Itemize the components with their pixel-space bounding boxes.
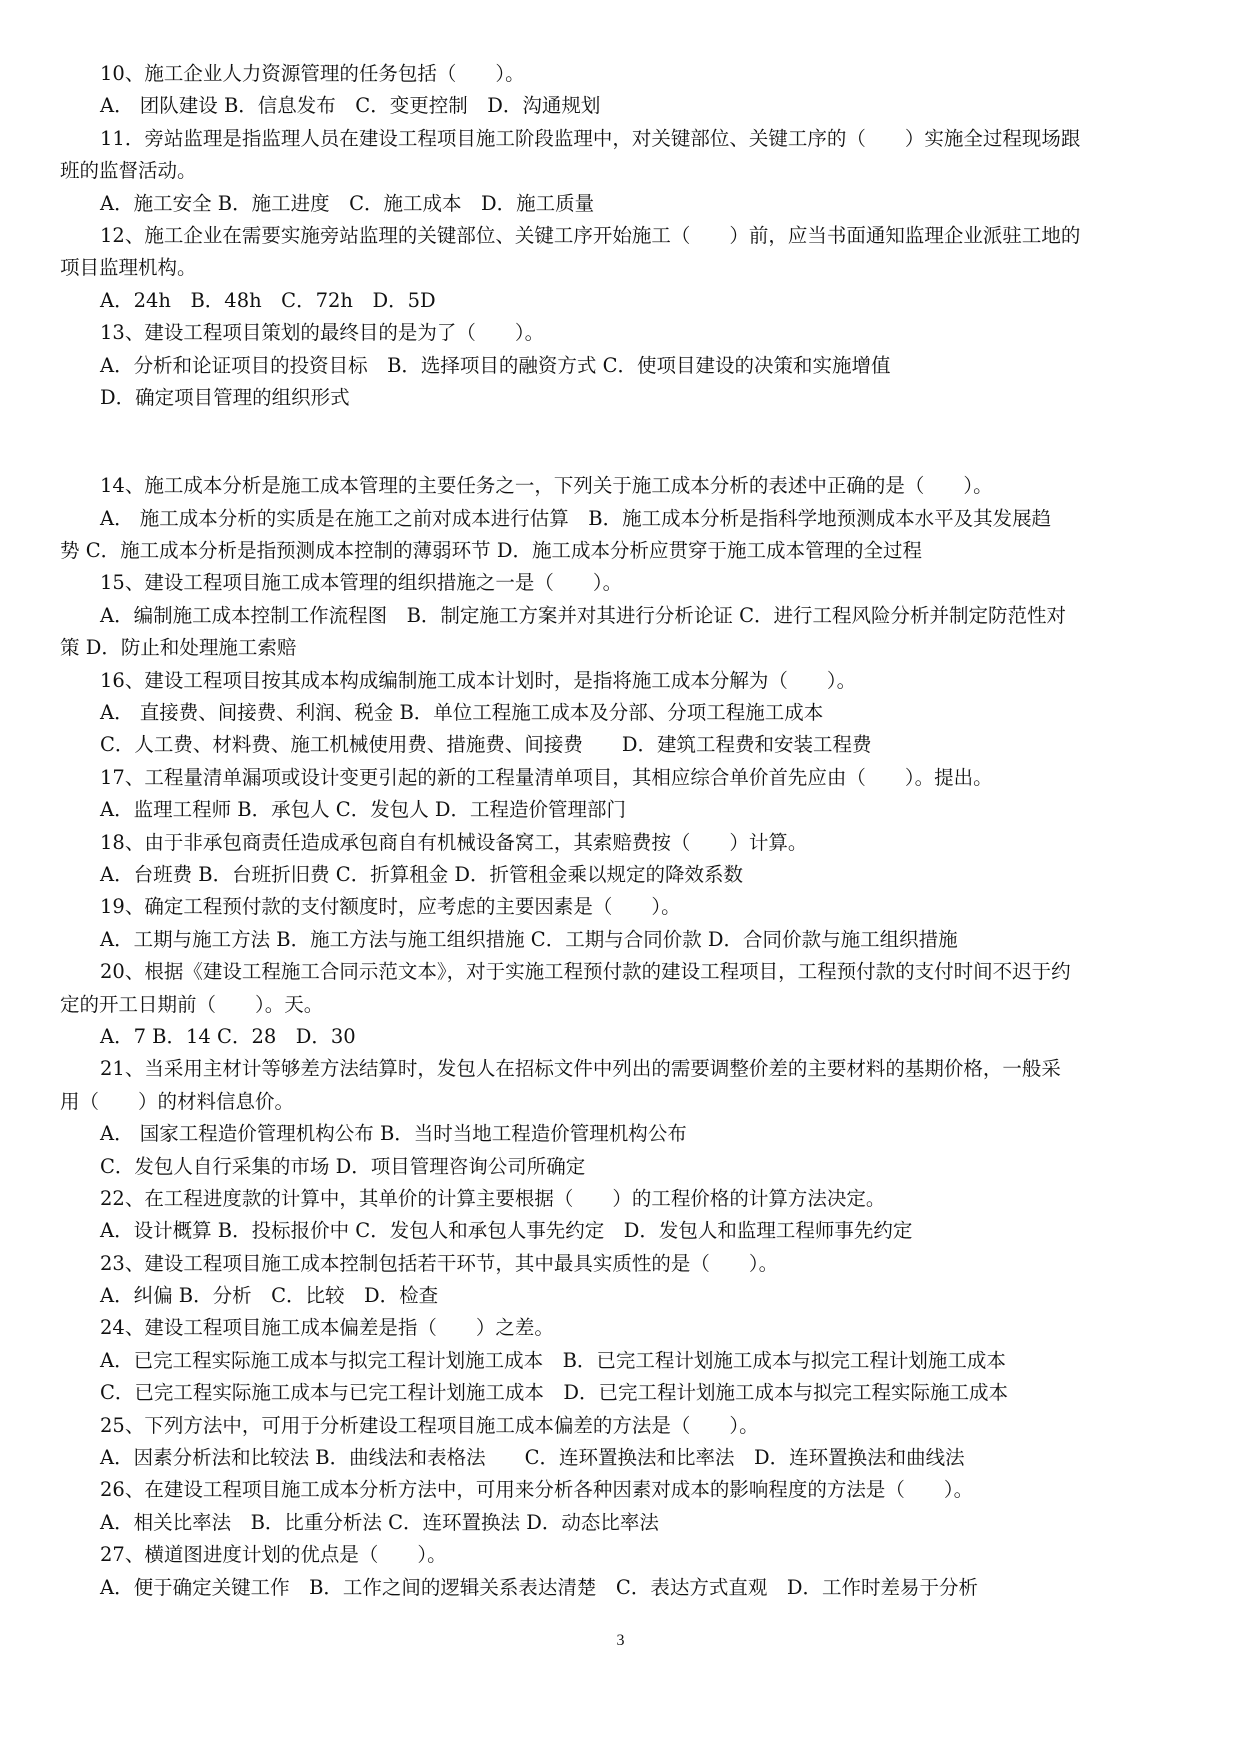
text-line: 17、工程量清单漏项或设计变更引起的新的工程量清单项目，其相应综合单价首先应由（ ）。提出。	[100, 765, 993, 789]
text-line: C．发包人自行采集的市场 D．项目管理咨询公司所确定	[100, 1154, 586, 1178]
text-line: D．确定项目管理的组织形式	[100, 385, 350, 409]
text-line: 15、建设工程项目施工成本管理的组织措施之一是（ ）。	[100, 571, 623, 595]
text-line: A．便于确定关键工作 B．工作之间的逻辑关系表达清楚 C．表达方式直观 D．工作时差易于分析	[100, 1575, 978, 1599]
text-line: 策 D．防止和处理施工索赔	[60, 636, 297, 660]
text-line: 班的监督活动。	[60, 159, 197, 183]
text-line: C．人工费、材料费、施工机械使用费、措施费、间接费 D．建筑工程费和安装工程费	[100, 733, 872, 757]
text-line: 用（ ）的材料信息价。	[60, 1089, 295, 1113]
text-line: A．监理工程师 B．承包人 C．发包人 D．工程造价管理部门	[100, 798, 627, 822]
text-line: 22、在工程进度款的计算中，其单价的计算主要根据（ ）的工程价格的计算方法决定。	[100, 1186, 886, 1210]
text-line: A．因素分析法和比较法 B．曲线法和表格法 C．连环置换法和比率法 D．连环置换法和曲线法	[100, 1446, 965, 1470]
document-body	[60, 58, 1183, 1604]
text-line: 13、建设工程项目策划的最终目的是为了（ ）。	[100, 321, 545, 345]
text-line: A．分析和论证项目的投资目标 B．选择项目的融资方式 C．使项目建设的决策和实施增值	[100, 353, 891, 377]
section-gap	[60, 414, 1183, 470]
page-number: 3	[616, 1632, 625, 1649]
text-line: 项目监理机构。	[60, 256, 197, 280]
text-line: A．台班费 B．台班折旧费 C．折算租金 D．折管租金乘以规定的降效系数	[100, 862, 744, 886]
text-line: 14、施工成本分析是施工成本管理的主要任务之一，下列关于施工成本分析的表述中正确的是（ ）。	[100, 474, 993, 498]
text-line: A．相关比率法 B．比重分析法 C．连环置换法 D．动态比率法	[100, 1510, 659, 1534]
text-line: 12、施工企业在需要实施旁站监理的关键部位、关键工序开始施工（ ）前，应当书面通知监理企业派驻工地的	[100, 223, 1081, 247]
text-line: A．纠偏 B．分析 C．比较 D．检查	[100, 1284, 439, 1308]
text-line: A．已完工程实际施工成本与拟完工程计划施工成本 B．已完工程计划施工成本与拟完工程计划施工成本	[100, 1348, 1006, 1372]
text-line: 25、下列方法中，可用于分析建设工程项目施工成本偏差的方法是（ ）。	[100, 1413, 759, 1437]
text-line: 20、根据《建设工程施工合同示范文本》，对于实施工程预付款的建设工程项目，工程预付款的支付时间不迟于约	[100, 960, 1071, 984]
text-line: A．编制施工成本控制工作流程图 B．制定施工方案并对其进行分析论证 C．进行工程风险分析并制定防范性对	[100, 603, 1067, 627]
text-line: 24、建设工程项目施工成本偏差是指（ ）之差。	[100, 1316, 554, 1340]
text-line: A．施工安全 B．施工进度 C．施工成本 D．施工质量	[100, 191, 595, 215]
text-line: 23、建设工程项目施工成本控制包括若干环节，其中最具实质性的是（ ）。	[100, 1251, 779, 1275]
text-line: 18、由于非承包商责任造成承包商自有机械设备窝工，其索赔费按（ ）计算。	[100, 830, 808, 854]
text-line: A．7 B．14 C．28 D．30	[100, 1024, 356, 1048]
text-line: A．24h B．48h C．72h D．5D	[100, 288, 436, 312]
text-line: 26、在建设工程项目施工成本分析方法中，可用来分析各种因素对成本的影响程度的方法是（ ）。	[100, 1478, 974, 1502]
text-line: A． 施工成本分析的实质是在施工之前对成本进行估算 B．施工成本分析是指科学地预测成本水平及其发展趋	[100, 506, 1052, 530]
text-line: A． 国家工程造价管理机构公布 B．当时当地工程造价管理机构公布	[100, 1122, 687, 1146]
text-line: 10、施工企业人力资源管理的任务包括（ ）。	[100, 62, 525, 85]
text-line: A．设计概算 B．投标报价中 C．发包人和承包人事先约定 D．发包人和监理工程师事先约定	[100, 1219, 913, 1243]
text-line: C．已完工程实际施工成本与已完工程计划施工成本 D．已完工程计划施工成本与拟完工程实际施工成本	[100, 1381, 1009, 1405]
text-line: A． 团队建设 B．信息发布 C．变更控制 D．沟通规划	[100, 94, 601, 118]
text-line: 11．旁站监理是指监理人员在建设工程项目施工阶段监理中，对关键部位、关键工序的（ ）实施全过程现场跟	[100, 126, 1081, 150]
text-line: 21、当采用主材计等够差方法结算时，发包人在招标文件中列出的需要调整价差的主要材料的基期价格，一般采	[100, 1057, 1061, 1081]
text-line: A．工期与施工方法 B．施工方法与施工组织措施 C．工期与合同价款 D．合同价款与施工组织措施	[100, 927, 958, 951]
text-line: 27、横道图进度计划的优点是（ ）。	[100, 1543, 447, 1567]
text-line: 19、确定工程预付款的支付额度时，应考虑的主要因素是（ ）。	[100, 895, 681, 919]
text-line: 势 C．施工成本分析是指预测成本控制的薄弱环节 D．施工成本分析应贯穿于施工成本管理的全过程	[60, 539, 922, 563]
text-line: A． 直接费、间接费、利润、税金 B．单位工程施工成本及分部、分项工程施工成本	[100, 701, 824, 725]
text-line: 定的开工日期前（ ）。天。	[60, 992, 324, 1016]
text-line: 16、建设工程项目按其成本构成编制施工成本计划时，是指将施工成本分解为（ ）。	[100, 668, 857, 692]
